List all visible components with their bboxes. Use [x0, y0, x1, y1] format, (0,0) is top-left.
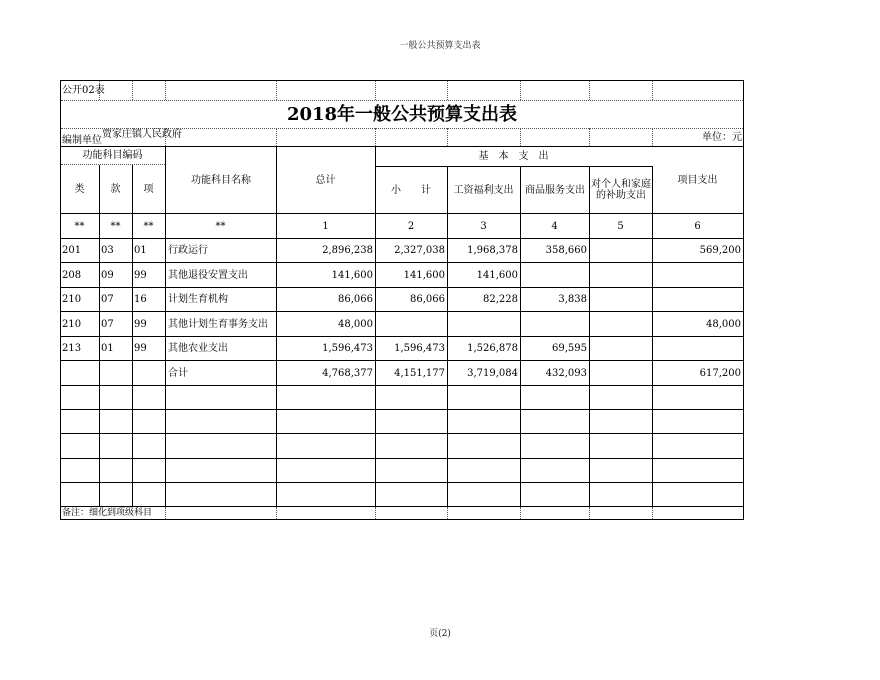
row-xiang: 99: [134, 269, 147, 281]
row-name: 其他农业支出: [168, 343, 228, 354]
header-wage: 工资福利支出: [453, 184, 514, 196]
form-number: 公开02表: [62, 85, 105, 96]
total-row-goods: 432,093: [545, 367, 587, 379]
row-wage: 141,600: [476, 269, 518, 281]
row-subtotal: 1,596,473: [394, 343, 445, 354]
header-goods: 商品服务支出: [525, 184, 585, 196]
row-personal: [589, 312, 652, 336]
row-name: 其他计划生育事务支出: [168, 318, 268, 330]
row-lei: 208: [62, 269, 82, 281]
row-lei: 210: [62, 318, 82, 330]
row-lei: 210: [62, 294, 82, 305]
row-subtotal: [375, 312, 447, 336]
index-cell: **: [215, 220, 226, 232]
row-goods: 69,595: [552, 343, 587, 354]
row-personal: [589, 288, 652, 311]
total-row-wage: 3,719,084: [467, 367, 518, 379]
unit-name: 贾家庄镇人民政府: [102, 129, 182, 140]
total-row-personal: [589, 361, 652, 385]
index-cell: **: [74, 220, 85, 232]
row-name: 行政运行: [168, 245, 208, 256]
row-name: 其他退役安置支出: [168, 269, 248, 281]
row-project: 569,200: [699, 245, 741, 256]
header-kuan: 款: [110, 183, 121, 195]
header-basic: 基 本 支 出: [478, 151, 549, 162]
index-cell: 2: [407, 220, 415, 232]
header-total: 总计: [315, 174, 336, 186]
budget-sheet: [60, 80, 744, 520]
row-goods: [520, 312, 589, 336]
row-kuan: 03: [101, 245, 114, 256]
row-personal: [589, 239, 652, 262]
index-cell: **: [110, 220, 121, 232]
row-subtotal: 2,327,038: [394, 245, 445, 256]
row-lei: 201: [62, 245, 82, 256]
header-func-code: 功能科目编码: [82, 150, 143, 161]
row-project: 48,000: [706, 318, 741, 330]
header-subtotal: 小 计: [391, 184, 431, 196]
sheet-title: 2018年一般公共预算支出表: [286, 104, 518, 125]
index-cell: 3: [480, 220, 487, 232]
row-total: 86,066: [338, 294, 373, 305]
row-total: 141,600: [331, 269, 373, 281]
total-row-project: 617,200: [699, 367, 741, 379]
row-lei: 213: [62, 343, 82, 354]
row-wage: 1,526,878: [467, 343, 518, 354]
currency-unit: 单位：元: [702, 131, 742, 143]
row-name: 计划生育机构: [168, 294, 228, 305]
index-cell: 5: [617, 220, 624, 232]
row-project: [652, 288, 743, 311]
row-xiang: 01: [134, 245, 147, 256]
row-xiang: 99: [134, 318, 147, 330]
row-wage: 82,228: [483, 294, 518, 305]
index-cell: 4: [551, 220, 558, 232]
row-kuan: 07: [101, 318, 114, 330]
header-lei: 类: [74, 183, 85, 195]
row-personal: [589, 337, 652, 360]
row-goods: 358,660: [545, 245, 587, 256]
total-row-label: 合计: [168, 367, 188, 379]
row-goods: [520, 263, 589, 287]
page-footer: 页(2): [429, 629, 451, 639]
row-total: 1,596,473: [322, 343, 373, 354]
page-header: 一般公共预算支出表: [399, 41, 481, 51]
header-func-name: 功能科目名称: [191, 174, 251, 186]
row-xiang: 16: [134, 294, 147, 305]
index-cell: 6: [694, 220, 701, 232]
row-total: 48,000: [338, 318, 373, 330]
row-xiang: 99: [134, 343, 147, 354]
header-project: 项目支出: [677, 174, 718, 186]
total-row-subtotal: 4,151,177: [394, 367, 445, 379]
index-cell: **: [143, 220, 154, 232]
total-row-total: 4,768,377: [322, 367, 373, 379]
header-personal: 对个人和家庭的补助支出: [591, 179, 651, 201]
row-subtotal: 141,600: [403, 269, 445, 281]
footnote: 备注：细化到项级科目: [62, 507, 153, 518]
row-kuan: 07: [101, 294, 114, 305]
row-kuan: 09: [101, 269, 114, 281]
row-subtotal: 86,066: [410, 294, 445, 305]
row-wage: 1,968,378: [467, 245, 518, 256]
header-xiang: 项: [143, 183, 154, 195]
row-project: [652, 337, 743, 360]
unit-label: 编制单位: [62, 135, 102, 146]
row-total: 2,896,238: [322, 245, 373, 256]
row-kuan: 01: [101, 343, 114, 354]
row-goods: 3,838: [558, 294, 587, 305]
index-cell: 1: [322, 220, 329, 232]
row-project: [652, 263, 743, 287]
row-wage: [447, 312, 520, 336]
row-personal: [589, 263, 652, 287]
